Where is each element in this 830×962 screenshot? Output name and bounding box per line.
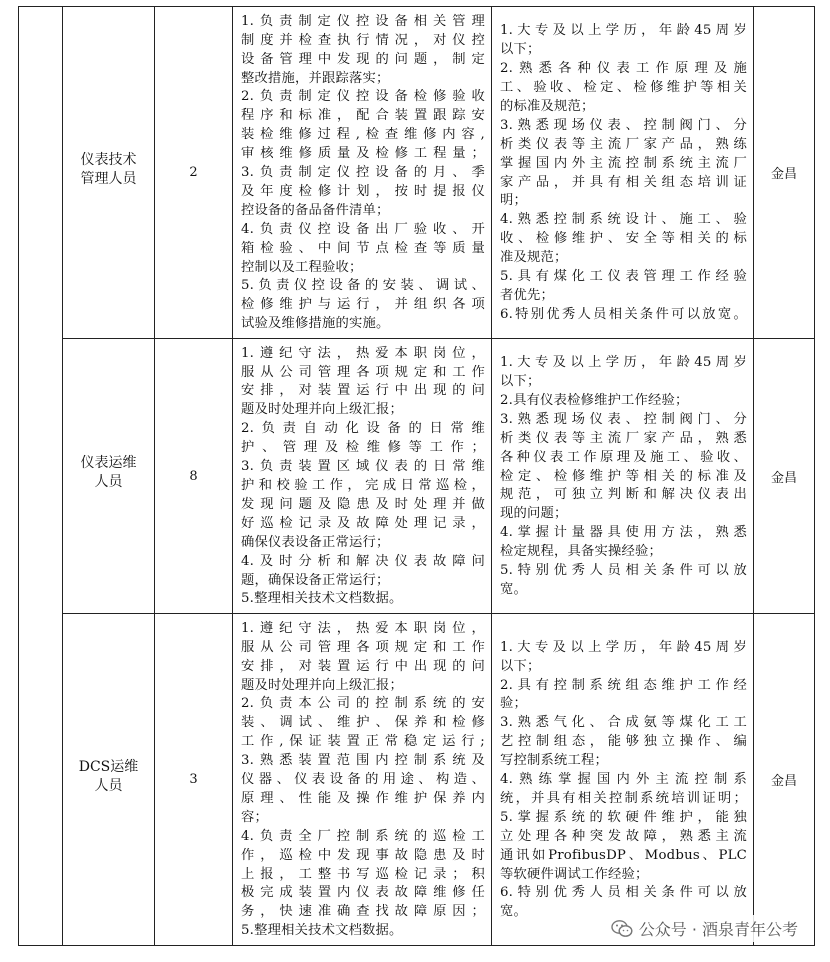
text-line: 5.特别优秀人员相关条件可以放 (500, 563, 747, 579)
text-line: 现的问题； (500, 506, 568, 522)
text-line: 的标准及规范； (500, 98, 595, 114)
text-line: 4.及时分析和解决仪表故障问 (241, 553, 485, 569)
text-line: 者优先； (500, 287, 554, 303)
text-line: 1.遵纪守法，热爱本职岗位， (241, 620, 485, 636)
duties-cell (233, 7, 492, 339)
wechat-icon (611, 919, 633, 939)
text-line: 2.具有仪表检修维护工作经验； (500, 392, 689, 408)
position-cell (63, 339, 155, 614)
text-line: 题，确保设备正常运行； (241, 572, 390, 588)
table-row (19, 7, 815, 339)
text-line: 4.负责仪控设备出厂验收、开 (241, 221, 485, 237)
text-line: 掌握国内外主流控制系统主流厂 (500, 155, 747, 171)
text-line: 2.熟悉各种仪表工作原理及施 (500, 61, 747, 77)
text-line: 工作,保证装置正常稳定运行; (241, 734, 485, 750)
text-line: 发现问题及隐患及时处理并做 (241, 496, 485, 512)
text-line: 4.熟悉控制系统设计、施工、验 (500, 212, 747, 228)
watermark-text: 公众号 · 酒泉青年公考 (638, 920, 798, 939)
text-line: 4.掌握计量器具使用方法，熟悉 (500, 525, 747, 541)
text-line: 制度并检查执行情况，对仪控 (241, 32, 485, 48)
position-cell (63, 7, 155, 339)
location-cell: 金昌 (754, 7, 815, 339)
text-line: 各种仪表工作原理及施工、验收、 (500, 449, 747, 465)
text-line: 析类仪表等主流厂家产品，熟练 (500, 136, 747, 152)
text-line: 2.负责制定仪控设备检修验收 (241, 89, 485, 105)
text-line: 1.大专及以上学历，年龄45周岁 (500, 355, 747, 371)
text-line: 护、管理及检维修等工作； (241, 440, 485, 456)
text-line: 通讯如ProfibusDP、Modbus、PLC (500, 847, 747, 863)
recruitment-table (18, 6, 815, 946)
text-line: 6.特别优秀人员相关条件可以放 (500, 885, 747, 901)
text-line: 3.负责装置区域仪表的日常维 (241, 459, 485, 475)
text-line: 题及时处理并向上级汇报； (241, 677, 403, 693)
text-line: 装检维修过程,检查维修内容, (241, 127, 485, 143)
text-line: 服从公司管理各项规定和工作 (241, 364, 485, 380)
headcount-cell: 2 (155, 7, 233, 339)
text-line: 以下； (500, 374, 541, 390)
requirements-cell (492, 614, 754, 946)
text-line: 4.负责全厂控制系统的巡检工 (241, 828, 485, 844)
text-line: 确保仪表设备正常运行； (241, 534, 390, 550)
text-line: 家产品，并具有相关组态培训证 (500, 174, 747, 190)
text-line: 3.负责制定仪控设备的月、季 (241, 165, 485, 181)
text-line: 2.具有控制系统组态维护工作经 (500, 677, 747, 693)
duties-cell (233, 614, 492, 946)
location-cell: 金昌 (754, 614, 815, 946)
text-line: 护和校验工作，完成日常巡检， (241, 478, 485, 493)
position-name-line: 人员 (94, 474, 123, 490)
text-line: 好巡检记录及故障处理记录， (241, 515, 485, 531)
text-line: 1.大专及以上学历，年龄45周岁 (500, 639, 747, 655)
table-row (19, 614, 815, 946)
text-line: 作，巡检中发现事故隐患及时 (241, 847, 485, 863)
text-line: 务，快速准确查找故障原因； (241, 904, 485, 920)
text-line: 1.遵纪守法，热爱本职岗位， (241, 345, 485, 361)
text-line: 服从公司管理各项规定和工作 (241, 639, 485, 655)
text-line: 设备管理中发现的问题，制定 (241, 51, 485, 67)
text-line: 1.负责制定仪控设备相关管理 (241, 13, 485, 29)
location-cell: 金昌 (754, 339, 815, 614)
headcount-cell: 3 (155, 614, 233, 946)
text-line: 3.熟悉装置范围内控制系统及 (241, 753, 485, 769)
text-line: 以下； (500, 42, 541, 58)
text-line: 验； (500, 696, 527, 712)
table-row (19, 339, 815, 614)
text-line: 5.具有煤化工仪表管理工作经验 (500, 269, 747, 285)
text-line: 上报，工整书写巡检记录；积 (241, 866, 485, 882)
text-line: 2.负责自动化设备的日常维 (241, 421, 485, 437)
text-line: 检修维护与运行，并组织各项 (241, 297, 485, 313)
watermark (607, 915, 802, 942)
text-line: 安排，对装置运行中出现的问 (241, 383, 485, 399)
text-line: 规范，可独立判断和解决仪表出 (500, 487, 747, 503)
requirements-cell (492, 7, 754, 339)
text-line: 准及规范； (500, 250, 568, 266)
text-line: 原理、性能及操作维护保养内 (241, 790, 485, 806)
text-line: 收、检修维护、安全等相关的标 (500, 231, 747, 247)
text-line: 极完成装置内仪表故障维修任 (241, 885, 485, 901)
text-line: 宽。 (500, 904, 527, 920)
text-line: 艺控制组态，能够独立操作、编 (500, 734, 747, 750)
text-line: 安排，对装置运行中出现的问 (241, 658, 485, 674)
position-name-line: 管理人员 (80, 170, 137, 187)
position-name-line: DCS运维 (78, 758, 139, 775)
text-line: 4.熟练掌握国内外主流控制系 (500, 772, 747, 788)
text-line: 箱检验、中间节点检查等质量 (241, 240, 485, 256)
text-line: 写控制系统工程； (500, 753, 608, 769)
text-line: 6.特别优秀人员相关条件可以放宽。 (500, 306, 747, 322)
text-line: 检定规程，具备实操经验； (500, 544, 662, 560)
department-cell (19, 7, 63, 946)
text-line: 等软硬件调试工作经验； (500, 866, 649, 882)
text-line: 审核维修质量及检修工程量； (241, 146, 485, 162)
text-line: 装、调试、维护、保养和检修 (241, 715, 485, 731)
text-line: 5.掌握系统的软硬件维护，能独 (500, 809, 747, 825)
text-line: 整改措施，并跟踪落实； (241, 70, 390, 86)
text-line: 以下； (500, 658, 541, 674)
position-cell (63, 614, 155, 946)
text-line: 3.熟悉气化、合成氨等煤化工工 (500, 715, 747, 731)
text-line: 5.负责仪控设备的安装、调试、 (241, 278, 485, 294)
text-line: 容； (241, 809, 268, 825)
text-line: 试验及维修措施的实施。 (241, 316, 390, 332)
text-line: 3.熟悉现场仪表、控制阀门、分 (500, 411, 747, 427)
text-line: 2.负责本公司的控制系统的安 (241, 696, 485, 712)
text-line: 5.整理相关技术文档数据。 (241, 923, 403, 939)
text-line: 及年度检修计划，按时提报仪 (241, 183, 485, 199)
position-name-line: 仪表运维 (80, 455, 137, 471)
text-line: 仪器、仪表设备的用途、构造、 (241, 772, 485, 788)
text-line: 控设备的备品备件清单； (241, 202, 390, 218)
text-line: 3.熟悉现场仪表、控制阀门、分 (500, 117, 747, 133)
duties-cell (233, 339, 492, 614)
text-line: 题及时处理并向上级汇报； (241, 402, 403, 418)
text-line: 1.大专及以上学历，年龄45周岁 (500, 23, 747, 39)
text-line: 明； (500, 193, 527, 209)
text-line: 控制以及工程验收； (241, 259, 363, 275)
text-line: 宽。 (500, 581, 527, 597)
requirements-cell (492, 339, 754, 614)
text-line: 程序和标准，配合装置跟踪安 (241, 108, 485, 124)
headcount-cell: 8 (155, 339, 233, 614)
text-line: 统，并具有相关控制系统培训证明； (500, 790, 747, 806)
text-line: 工、验收、检定、检修维护等相关 (500, 79, 747, 95)
text-line: 5.整理相关技术文档数据。 (241, 591, 403, 607)
text-line: 立处理各种突发故障，熟悉主流 (500, 828, 747, 844)
text-line: 检定、检修维护等相关的标准及 (500, 468, 747, 484)
text-line: 析类仪表等主流厂家产品，熟悉 (500, 430, 747, 446)
position-name-line: 仪表技术 (80, 151, 137, 168)
position-name-line: 人员 (94, 777, 123, 794)
